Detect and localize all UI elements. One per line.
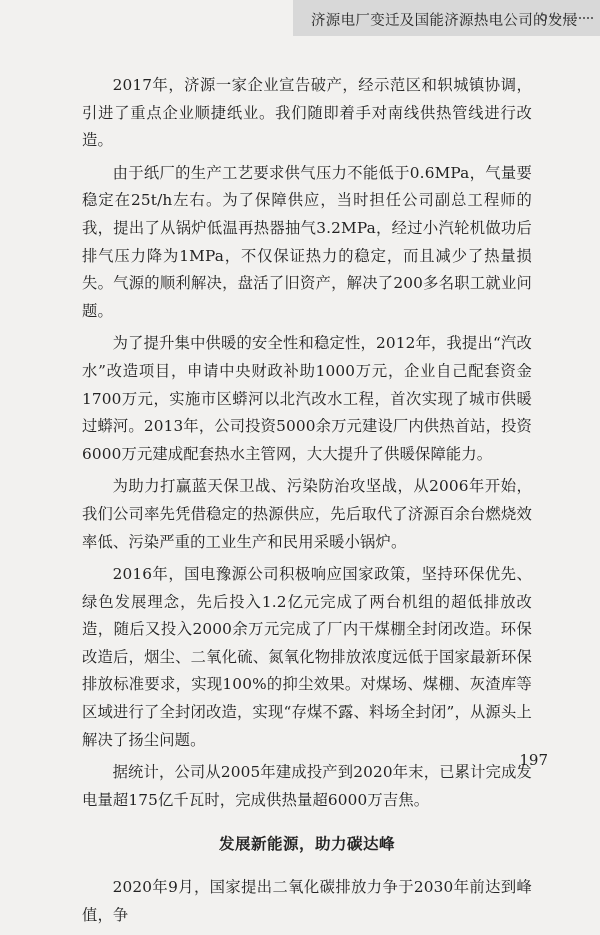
paragraph-2: 由于纸厂的生产工艺要求供气压力不能低于0.6MPa，气量要稳定在25t/h左右。为了保障供应，当时担任公司副总工程师的我，提出了从锅炉低温再热器抽气3.2MPa，经过小汽轮机做功后排气压力降为1MPa，不仅保证热力的稳定，而且减少了热量损失。气源的顺利解决，盘活了旧资产，解决了200多名职工就业问题。	[82, 163, 532, 320]
running-header-title: 济源电厂变迁及国能济源热电公司的发展	[311, 13, 578, 29]
dotted-rule	[551, 17, 593, 19]
body-text	[82, 72, 532, 935]
paragraph-5: 2016年，国电豫源公司积极响应国家政策，坚持环保优先、绿色发展理念，先后投入1.2亿元完成了两台机组的超低排放改造，随后又投入2000余万元完成了厂内干煤棚全封闭改造。环保改造后，烟尘、二氧化硫、氮氧化物排放浓度远低于国家最新环保排放标准要求，实现100%的抑尘效果。对煤场、煤棚、灰渣库等区域进行了全封闭改造，实现“存煤不露、料场全封闭”，从源头上解决了扬尘问题。	[82, 565, 532, 749]
circle-ornament-icon	[540, 14, 547, 21]
paragraph-7: 2020年9月，国家提出二氧化碳排放力争于2030年前达到峰值，争	[82, 878, 532, 925]
running-header	[293, 0, 600, 36]
paragraph-3: 为了提升集中供暖的安全性和稳定性，2012年，我提出“汽改水”改造项目，申请中央财政补助1000万元，企业自己配套资金1700万元，实施市区蟒河以北汽改水工程，首次实现了城市供暖过蟒河。2013年，公司投资5000余万元建设厂内供热首站，投资6000万元建成配套热水主管网，大大提升了供暖保障能力。	[82, 334, 532, 463]
section-heading: 发展新能源，助力碳达峰	[218, 835, 395, 854]
paragraph-6: 据统计，公司从2005年建成投产到2020年末，已累计完成发电量超175亿千瓦时，完成供热量超6000万吉焦。	[82, 763, 532, 809]
paragraph-1: 2017年，济源一家企业宣告破产，经示范区和轵城镇协调，引进了重点企业顺捷纸业。我们随即着手对南线供热管线进行改造。	[82, 76, 532, 150]
page-number: 197	[519, 751, 548, 769]
paragraph-4: 为助力打赢蓝天保卫战、污染防治攻坚战，从2006年开始，我们公司率先凭借稳定的热源供应，先后取代了济源百余台燃烧效率低、污染严重的工业生产和民用采暖小锅炉。	[82, 477, 532, 551]
